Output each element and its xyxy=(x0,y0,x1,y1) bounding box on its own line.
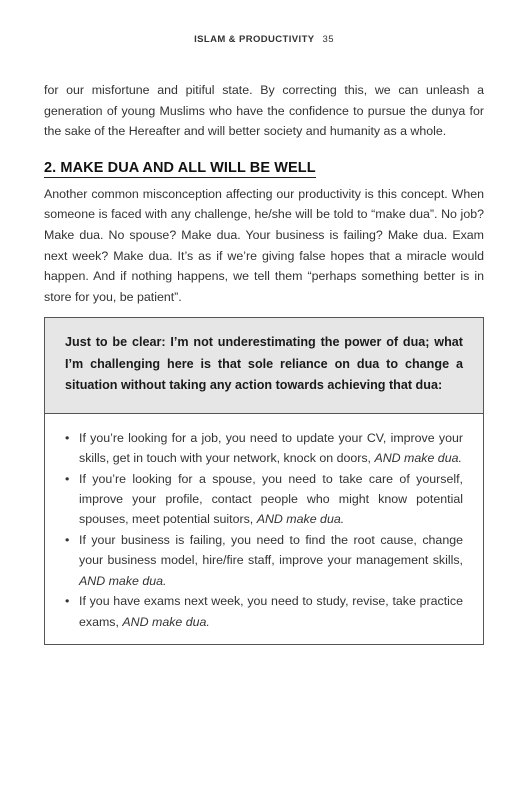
section-heading: 2. MAKE DUA AND ALL WILL BE WELL xyxy=(44,159,316,176)
bullet-icon: • xyxy=(65,532,70,547)
list-item xyxy=(63,530,463,591)
bullet-text: If you have exams next week, you need to study, revise, take practice exams, xyxy=(79,594,463,629)
running-header xyxy=(0,34,528,45)
callout-heading: Just to be clear: I’m not underestimating the power of dua; what I’m challenging here is that sole reliance on dua to change a situation without taking any action towards achieving that dua: xyxy=(45,318,483,414)
list-item xyxy=(63,591,463,632)
bullet-list xyxy=(63,428,463,632)
bullet-text: If your business is failing, you need to find the root cause, change your business model, hire/fire staff, improve your management skills, xyxy=(79,532,463,568)
bullet-icon: • xyxy=(65,471,70,486)
callout-box xyxy=(44,317,484,645)
bullet-emphasis: AND make dua. xyxy=(79,573,167,588)
intro-paragraph: for our misfortune and pitiful state. By correcting this, we can unleash a generation of young Muslims who have the confidence to pursue the dunya for the sake of the Hereafter and will better society and humanity as a whole. xyxy=(44,83,484,139)
bullet-text: If you’re looking for a job, you need to update your CV, improve your skills, get in touch with your network, knock on doors, xyxy=(79,430,463,466)
book-title: ISLAM & PRODUCTIVITY xyxy=(194,34,315,45)
bullet-icon: • xyxy=(65,430,70,445)
section-paragraph: Another common misconception affecting our productivity is this concept. When someone is faced with any challenge, he/she will be told to “make dua”. No job? Make dua. No spouse? Make dua. Your business is failing? Make dua. Exam next week? Make dua. It’s as if we’re giving false hopes that a miracle would happen. And if nothing happens, we tell them “perhaps something better is in store for you, be patient”. xyxy=(44,186,484,304)
page-number: 35 xyxy=(322,34,334,45)
callout-body xyxy=(45,414,483,644)
bullet-text: If you’re looking for a spouse, you need to take care of yourself, improve your profile, contact people who might know potential spouses, meet potential suitors, xyxy=(79,471,463,527)
bullet-emphasis: AND make dua. xyxy=(256,512,345,527)
bullet-emphasis: AND make dua. xyxy=(122,614,210,629)
bullet-emphasis: AND make dua. xyxy=(374,451,462,466)
list-item xyxy=(63,428,463,469)
bullet-icon: • xyxy=(65,594,70,609)
list-item xyxy=(63,469,463,530)
page-content xyxy=(44,80,484,645)
